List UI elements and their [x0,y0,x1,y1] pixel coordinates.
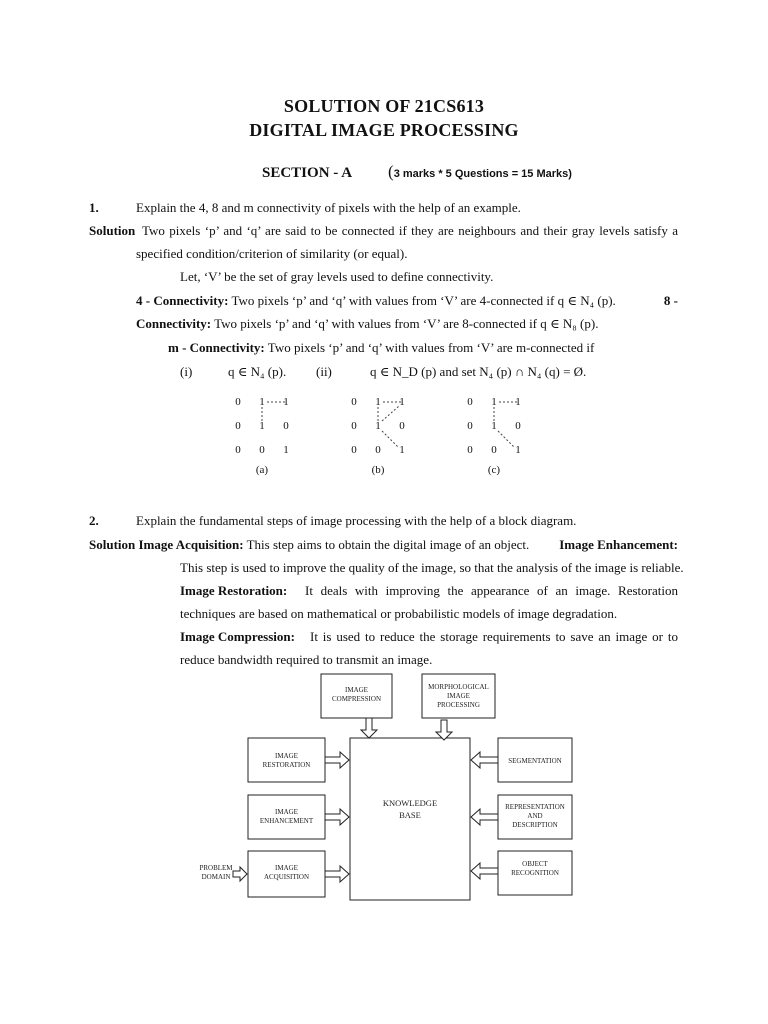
arrow-acquisition [325,866,349,882]
acquisition-label: Image Acquisition: [138,537,244,552]
cell: 0 [235,444,241,456]
cell: 0 [399,420,405,432]
cell: 1 [399,444,405,456]
acquisition-block-line2: ACQUISITION [263,873,310,881]
document-title: SOLUTION OF 21CS613 [283,96,485,116]
problem-domain-label [199,864,233,881]
cell: 0 [467,396,473,408]
cell: 1 [491,420,497,432]
restoration-block-line1: IMAGE [275,752,298,760]
q1-number: 1. [89,200,99,215]
cell: 0 [467,420,473,432]
knowledge-line1: KNOWLEDGE [382,798,438,808]
compression-text2: reduce bandwidth required to transmit an image. [180,652,433,667]
restoration-label: Image Restoration: [180,583,288,598]
cell: 0 [351,420,357,432]
representation-line2: AND [527,812,543,820]
marks-info: 3 marks * 5 Questions = 15 Marks) [393,168,572,180]
cell: 0 [467,444,473,456]
cell: 0 [235,396,241,408]
representation-line3: DESCRIPTION [512,821,558,829]
q2-number: 2. [89,513,99,528]
q2-question: Explain the fundamental steps of image processing with the help of a block diagram. [136,513,577,528]
four-connectivity-text: Two pixels ‘p’ and ‘q’ with values from ‘V’ are 4-connected if q ∈ N₄ (p). [231,293,616,308]
representation-line1: REPRESENTATION [505,803,565,811]
section-label: SECTION - A [262,165,353,181]
cond-i: q ∈ N₄ (p). [228,364,287,379]
arrow-problem-domain [233,867,247,881]
cell: 1 [515,444,521,456]
cell: 0 [283,420,289,432]
cell: 1 [375,396,381,408]
compression-label: Image Compression: [180,629,295,644]
cell: 0 [515,420,521,432]
cond-i-num: (i) [180,364,193,379]
image-restoration-block [248,738,325,782]
image-acquisition-block [248,851,325,897]
compression-block-line2: COMPRESSION [331,695,382,703]
arrow-representation [471,809,498,825]
four-connectivity-label: 4 - Connectivity: [136,293,229,308]
cell: 1 [259,420,265,432]
figure-b-caption: (b) [371,464,385,476]
morphological-line3: PROCESSING [437,701,480,709]
enhancement-block-line1: IMAGE [275,808,298,816]
document-subtitle: DIGITAL IMAGE PROCESSING [249,120,519,140]
arrow-compression-down [361,718,377,738]
cell: 1 [399,396,405,408]
figure-c-caption: (c) [487,464,501,476]
eight-connectivity-num: 8 - [663,293,678,308]
cell: 0 [235,420,241,432]
arrow-restoration [325,752,349,768]
figure-a-caption: (a) [255,464,269,476]
cond-ii-num: (ii) [316,364,332,379]
compression-text1: It is used to reduce the storage requirements to save an image or to [310,629,678,644]
recognition-line1: OBJECT [522,860,548,868]
segmentation-label: SEGMENTATION [508,757,562,765]
q1-solution-line2: specified condition/criterion of similarity (or equal). [136,246,408,261]
eight-connectivity-text: Two pixels ‘p’ and ‘q’ with values from ‘V’ are 8-connected if q ∈ N₈ (p). [214,316,599,331]
cell: 1 [375,420,381,432]
q2-solution-label: Solution [89,537,136,552]
cell: 0 [351,396,357,408]
m-connectivity-label: m - Connectivity: [168,340,265,355]
q1-solution-label: Solution [89,223,136,238]
morphological-block [422,674,495,718]
cell: 1 [491,396,497,408]
eight-connectivity-label: Connectivity: [136,316,212,331]
recognition-line2: RECOGNITION [511,869,559,877]
q1-question: Explain the 4, 8 and m connectivity of pixels with the help of an example. [136,200,521,215]
q1-solution-line3: Let, ‘V’ be the set of gray levels used to define connectivity. [180,269,494,284]
arrow-enhancement [325,809,349,825]
representation-block [498,795,572,839]
image-compression-block [321,674,392,718]
m-connectivity-text: Two pixels ‘p’ and ‘q’ with values from ‘V’ are m-connected if [267,340,595,355]
restoration-text2: techniques are based on mathematical or probabilistic models of image degradation. [180,606,618,621]
marks-open-paren: ( [388,162,394,181]
enhancement-block-line2: ENHANCEMENT [259,817,314,825]
cell: 0 [491,444,497,456]
arrow-recognition [471,863,498,879]
enhancement-label: Image Enhancement: [559,537,678,552]
object-recognition-block [498,851,572,895]
q1-solution-line1: Two pixels ‘p’ and ‘q’ are said to be connected if they are neighbours and their gray levels satisfy a [142,223,678,238]
morphological-line1: MORPHOLOGICAL [428,683,489,691]
cond-ii: q ∈ N_D (p) and set N₄ (p) ∩ N₄ (q) = Ø. [370,364,587,379]
morphological-line2: IMAGE [447,692,470,700]
cell: 1 [283,444,289,456]
knowledge-base-block [350,738,470,900]
cell: 0 [375,444,381,456]
compression-block-line1: IMAGE [345,686,368,694]
cell: 0 [351,444,357,456]
cell: 1 [259,396,265,408]
knowledge-line2: BASE [399,810,421,820]
arrow-segmentation [471,752,498,768]
cell: 1 [515,396,521,408]
acquisition-text: This step aims to obtain the digital image of an object. [246,537,530,552]
restoration-text1: It deals with improving the appearance of an image. Restoration [305,583,678,598]
segmentation-block [498,738,572,782]
acquisition-block-line1: IMAGE [275,864,298,872]
image-enhancement-block [248,795,325,839]
cell: 1 [283,396,289,408]
restoration-block-line2: RESTORATION [262,761,311,769]
enhancement-text: This step is used to improve the quality of the image, so that the analysis of the image is reliable. [180,560,684,575]
cell: 0 [259,444,265,456]
problem-line2: DOMAIN [201,873,231,881]
problem-line1: PROBLEM [199,864,233,872]
arrow-kb-to-morph [436,720,452,740]
